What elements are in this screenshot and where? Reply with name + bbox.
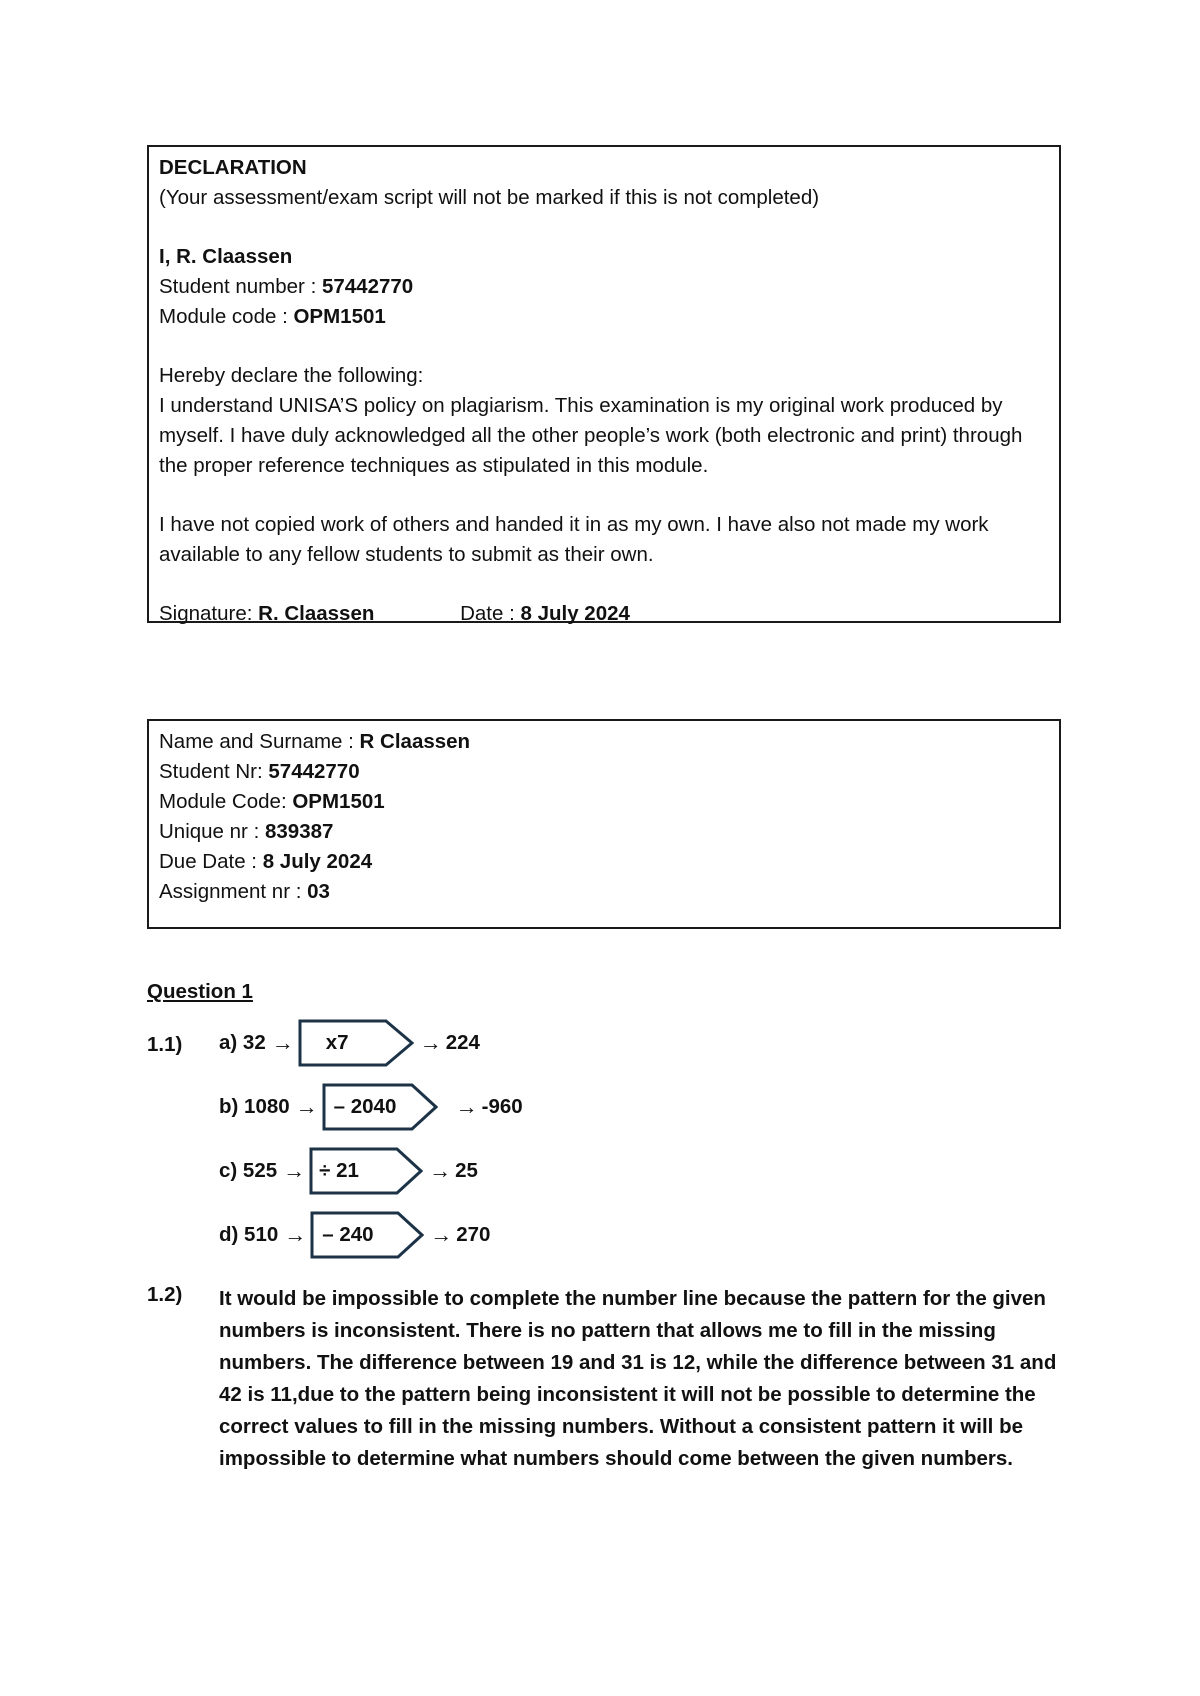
signature: R. Claassen <box>258 602 375 625</box>
function-machine <box>309 1147 423 1195</box>
declarant-name: I, R. Claassen <box>159 245 293 268</box>
declaration-heading: DECLARATION <box>159 156 307 179</box>
machine-input: a) 32 <box>219 1031 266 1054</box>
function-machine <box>310 1211 424 1259</box>
machine-row-c <box>219 1146 478 1196</box>
machine-operation: x7 <box>325 1031 349 1054</box>
question-1-2-answer: It would be impossible to complete the number line because the pattern for the given numbers is inconsistent. There is no pattern that allows me to fill in the missing numbers. The difference between 19 and 31 is 12, while the difference between 31 and 42 is 11,due to the pattern being inconsistent it will not be possible to determine the correct values to fill in the missing numbers. Without a consistent pattern it will be impossible to determine what numbers should come between the given numbers. <box>219 1287 1057 1470</box>
machine-row-d <box>219 1210 490 1260</box>
arrow-icon: → <box>271 1030 294 1055</box>
info-due-date: Due Date : 8 July 2024 <box>159 850 373 873</box>
declaration-paragraph-2: I have not copied work of others and handed it in as my own. I have also not made my work available to any fellow students to submit as their own. <box>159 513 989 566</box>
arrow-icon: → <box>429 1158 452 1183</box>
question-1-2-label: 1.2) <box>147 1283 183 1306</box>
declaration-module-code: Module code : OPM1501 <box>159 305 386 328</box>
student-info-box <box>147 719 1061 929</box>
arrow-icon: → <box>295 1094 318 1119</box>
declaration-signature-row: Signature: R. Claassen Date : 8 July 2024 <box>159 602 630 625</box>
info-name: Name and Surname : R Claassen <box>159 730 471 753</box>
declaration-date: 8 July 2024 <box>520 602 630 625</box>
machine-output: 25 <box>455 1159 478 1182</box>
machine-input: d) 510 <box>219 1223 279 1246</box>
arrow-icon: → <box>455 1094 478 1119</box>
declaration-box <box>147 145 1061 623</box>
declaration-intro: Hereby declare the following: <box>159 364 424 387</box>
machine-input: c) 525 <box>219 1159 278 1182</box>
machine-row-b <box>219 1082 523 1132</box>
machine-output: 224 <box>445 1031 480 1054</box>
machine-output: -960 <box>481 1095 523 1118</box>
machine-input: b) 1080 <box>219 1095 290 1118</box>
machine-operation: – 240 <box>322 1223 374 1246</box>
question-1-1-label: 1.1) <box>147 1033 183 1056</box>
info-module-code: Module Code: OPM1501 <box>159 790 385 813</box>
info-unique-nr: Unique nr : 839387 <box>159 820 334 843</box>
info-student-nr: Student Nr: 57442770 <box>159 760 360 783</box>
declaration-paragraph-1: I understand UNISA’S policy on plagiarism. This examination is my original work produced by myself. I have duly acknowledged all the other people’s work (both electronic and print) through the proper reference techniques as stipulated in this module. <box>159 394 1023 477</box>
declaration-note: (Your assessment/exam script will not be marked if this is not completed) <box>159 186 820 209</box>
question-title: Question 1 <box>147 980 253 1003</box>
declaration-student-number: Student number : 57442770 <box>159 275 414 298</box>
machine-operation: – 2040 <box>333 1095 397 1118</box>
info-assignment-nr: Assignment nr : 03 <box>159 880 330 903</box>
function-machine <box>322 1083 438 1131</box>
arrow-icon: → <box>284 1222 307 1247</box>
machine-output: 270 <box>456 1223 491 1246</box>
arrow-icon: → <box>283 1158 306 1183</box>
arrow-icon: → <box>430 1222 453 1247</box>
machine-row-a <box>219 1018 480 1068</box>
machine-operation: ÷ 21 <box>319 1159 359 1182</box>
function-machine <box>298 1019 414 1067</box>
arrow-icon: → <box>419 1030 442 1055</box>
